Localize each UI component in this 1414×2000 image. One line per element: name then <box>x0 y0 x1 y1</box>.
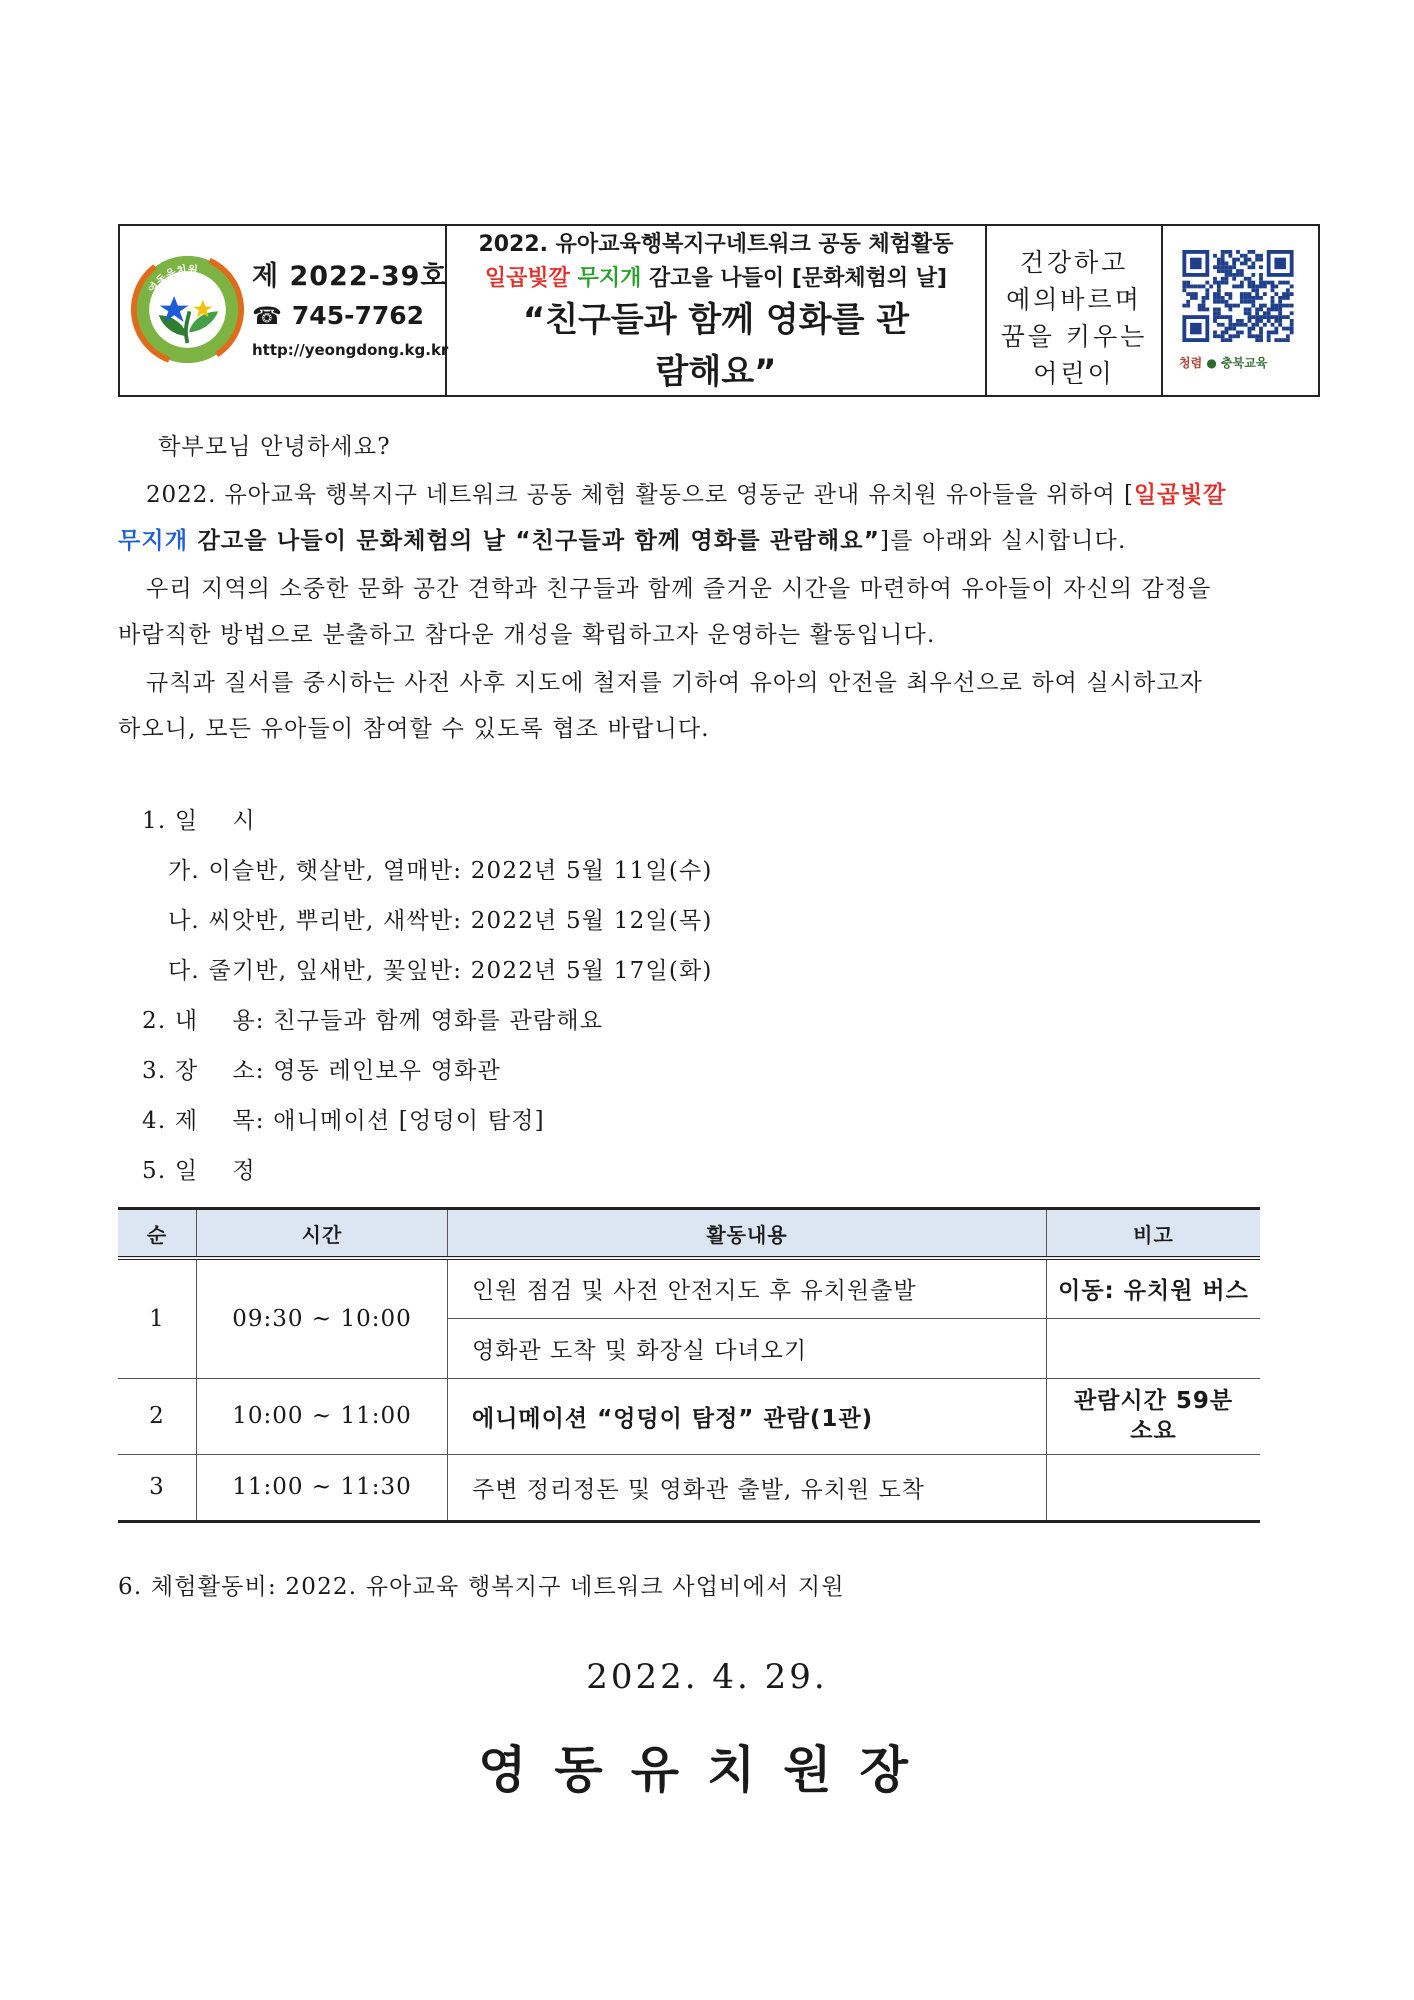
row-1-activity-2: 영화관 도착 및 화장실 다녀오기 <box>448 1318 1047 1378</box>
paragraph-3-line-1: 규칙과 질서를 중시하는 사전 사후 지도에 철저를 기하여 유아의 안전을 최우선으로 하여 실시하고자 <box>146 670 1203 696</box>
document-date: 2022. 4. 29. <box>586 1657 828 1697</box>
item-1-schedule: 1. 일 시 <box>142 808 256 834</box>
item-1c: 다. 줄기반, 잎새반, 꽃잎반: 2022년 5월 17일(화) <box>168 958 713 984</box>
row-2-activity: 에니메이션 “엉덩이 탐정” 관람(1관) <box>448 1378 1047 1454</box>
col-header-note: 비고 <box>1047 1209 1261 1259</box>
phone-text: 745-7762 <box>291 301 425 330</box>
qr-caption: 청렴 ● 충북교육 <box>1179 356 1268 370</box>
principal-signature: 영동유치원장 <box>478 1740 936 1799</box>
rainbow-word-1: 일곱빛깔 <box>484 266 570 291</box>
p1-rainbow-2: 무지개 <box>118 528 189 554</box>
item-1b: 나. 씨앗반, 뿌리반, 새싹반: 2022년 5월 12일(목) <box>168 908 713 934</box>
row-3-time: 11:00 ~ 11:30 <box>197 1454 448 1521</box>
item-5-program: 5. 일 정 <box>142 1158 256 1184</box>
row-3-no: 3 <box>118 1454 197 1521</box>
item-4-title: 4. 제 목: 애니메이션 [엉덩이 탐정] <box>142 1108 545 1134</box>
phone-icon: ☎ <box>252 302 282 330</box>
header-subtitle-2 <box>447 261 985 292</box>
row-1-no: 1 <box>118 1258 197 1378</box>
header-subtitle-1: 2022. 유아교육행복지구네트워크 공동 체험활동 <box>478 232 954 257</box>
paragraph-3-line-2: 하오니, 모든 유아들이 참여할 수 있도록 협조 바랍니다. <box>118 716 710 742</box>
col-header-no: 순 <box>118 1209 197 1259</box>
paragraph-2-line-1: 우리 지역의 소중한 문화 공간 견학과 친구들과 함께 즐거운 시간을 마련하여 유아들이 자신의 감정을 <box>146 576 1212 602</box>
qr-caption-b: 충북교육 <box>1221 356 1268 370</box>
row-1-activity-1: 인원 점검 및 사전 안전지도 후 유치원출발 <box>448 1258 1047 1318</box>
table-row <box>118 1378 1260 1454</box>
header-main-title: “친구들과 함께 영화를 관람해요” <box>522 300 910 392</box>
item-2-content: 2. 내 용: 친구들과 함께 영화를 관람해요 <box>142 1008 604 1034</box>
table-row <box>118 1454 1260 1521</box>
document-header <box>118 224 1320 397</box>
paragraph-1-line-2 <box>118 522 1126 555</box>
p1-rainbow-1: 일곱빛깔 <box>1133 482 1227 508</box>
item-6-budget: 6. 체험활동비: 2022. 유아교육 행복지구 네트워크 사업비에서 지원 <box>118 1574 845 1600</box>
row-1-note-1: 이동: 유치원 버스 <box>1047 1258 1261 1318</box>
qr-caption-a: 청렴 <box>1179 356 1203 370</box>
rainbow-word-2: 무지개 <box>577 266 642 291</box>
p1-bold-text: 감고을 나들이 문화체험의 날 “친구들과 함께 영화를 관람해요” <box>188 528 881 554</box>
school-logo-icon <box>130 252 245 367</box>
slogan-line-1: 건강하고 <box>1019 248 1129 277</box>
header-subtitle-2-rest: 감고을 나들이 [문화체험의 날] <box>641 266 948 291</box>
item-1a: 가. 이슬반, 햇살반, 열매반: 2022년 5월 11일(수) <box>168 858 713 884</box>
row-2-time: 10:00 ~ 11:00 <box>197 1378 448 1454</box>
logo-text: 영동유치원 <box>146 263 199 296</box>
row-1-time: 09:30 ~ 10:00 <box>197 1258 448 1378</box>
schedule-table <box>118 1207 1260 1523</box>
header-school-info <box>120 226 447 395</box>
school-slogan <box>987 226 1163 395</box>
row-3-note <box>1047 1454 1261 1521</box>
qr-block <box>1163 226 1318 395</box>
p1-text-c: ]를 아래와 실시합니다. <box>880 528 1127 554</box>
row-2-note <box>1047 1378 1261 1454</box>
row-2-no: 2 <box>118 1378 197 1454</box>
table-row <box>118 1258 1260 1318</box>
col-header-activity: 활동내용 <box>448 1209 1047 1259</box>
col-header-time: 시간 <box>197 1209 448 1259</box>
phone-number <box>252 301 448 330</box>
item-3-place: 3. 장 소: 영동 레인보우 영화관 <box>142 1058 501 1084</box>
qr-code-icon[interactable] <box>1182 250 1294 342</box>
p1-text-a: 2022. 유아교육 행복지구 네트워크 공동 체험 활동으로 영동군 관내 유치원 유아들을 위하여 [ <box>146 482 1134 508</box>
slogan-line-3: 꿈을 키우는 <box>1000 322 1148 351</box>
paragraph-2-line-2: 바람직한 방법으로 분출하고 참다운 개성을 확립하고자 운영하는 활동입니다. <box>118 622 936 648</box>
paragraph-1-line-1 <box>146 476 1226 509</box>
slogan-line-4: 어린이 <box>1033 359 1115 388</box>
row-3-activity: 주변 정리정돈 및 영화관 출발, 유치원 도착 <box>448 1454 1047 1521</box>
row-2-note-line-1: 관람시간 59분 <box>1073 1388 1234 1414</box>
school-url: http://yeongdong.kg.kr <box>252 341 449 359</box>
header-title-block <box>447 226 987 395</box>
table-header-row <box>118 1209 1260 1259</box>
slogan-line-2: 예의바르며 <box>1006 285 1142 314</box>
greeting: 학부모님 안녕하세요? <box>158 434 391 460</box>
document-number: 제 2022-39호 <box>252 261 448 292</box>
row-2-note-line-2: 소요 <box>1130 1418 1177 1444</box>
row-1-note-2 <box>1047 1318 1261 1378</box>
